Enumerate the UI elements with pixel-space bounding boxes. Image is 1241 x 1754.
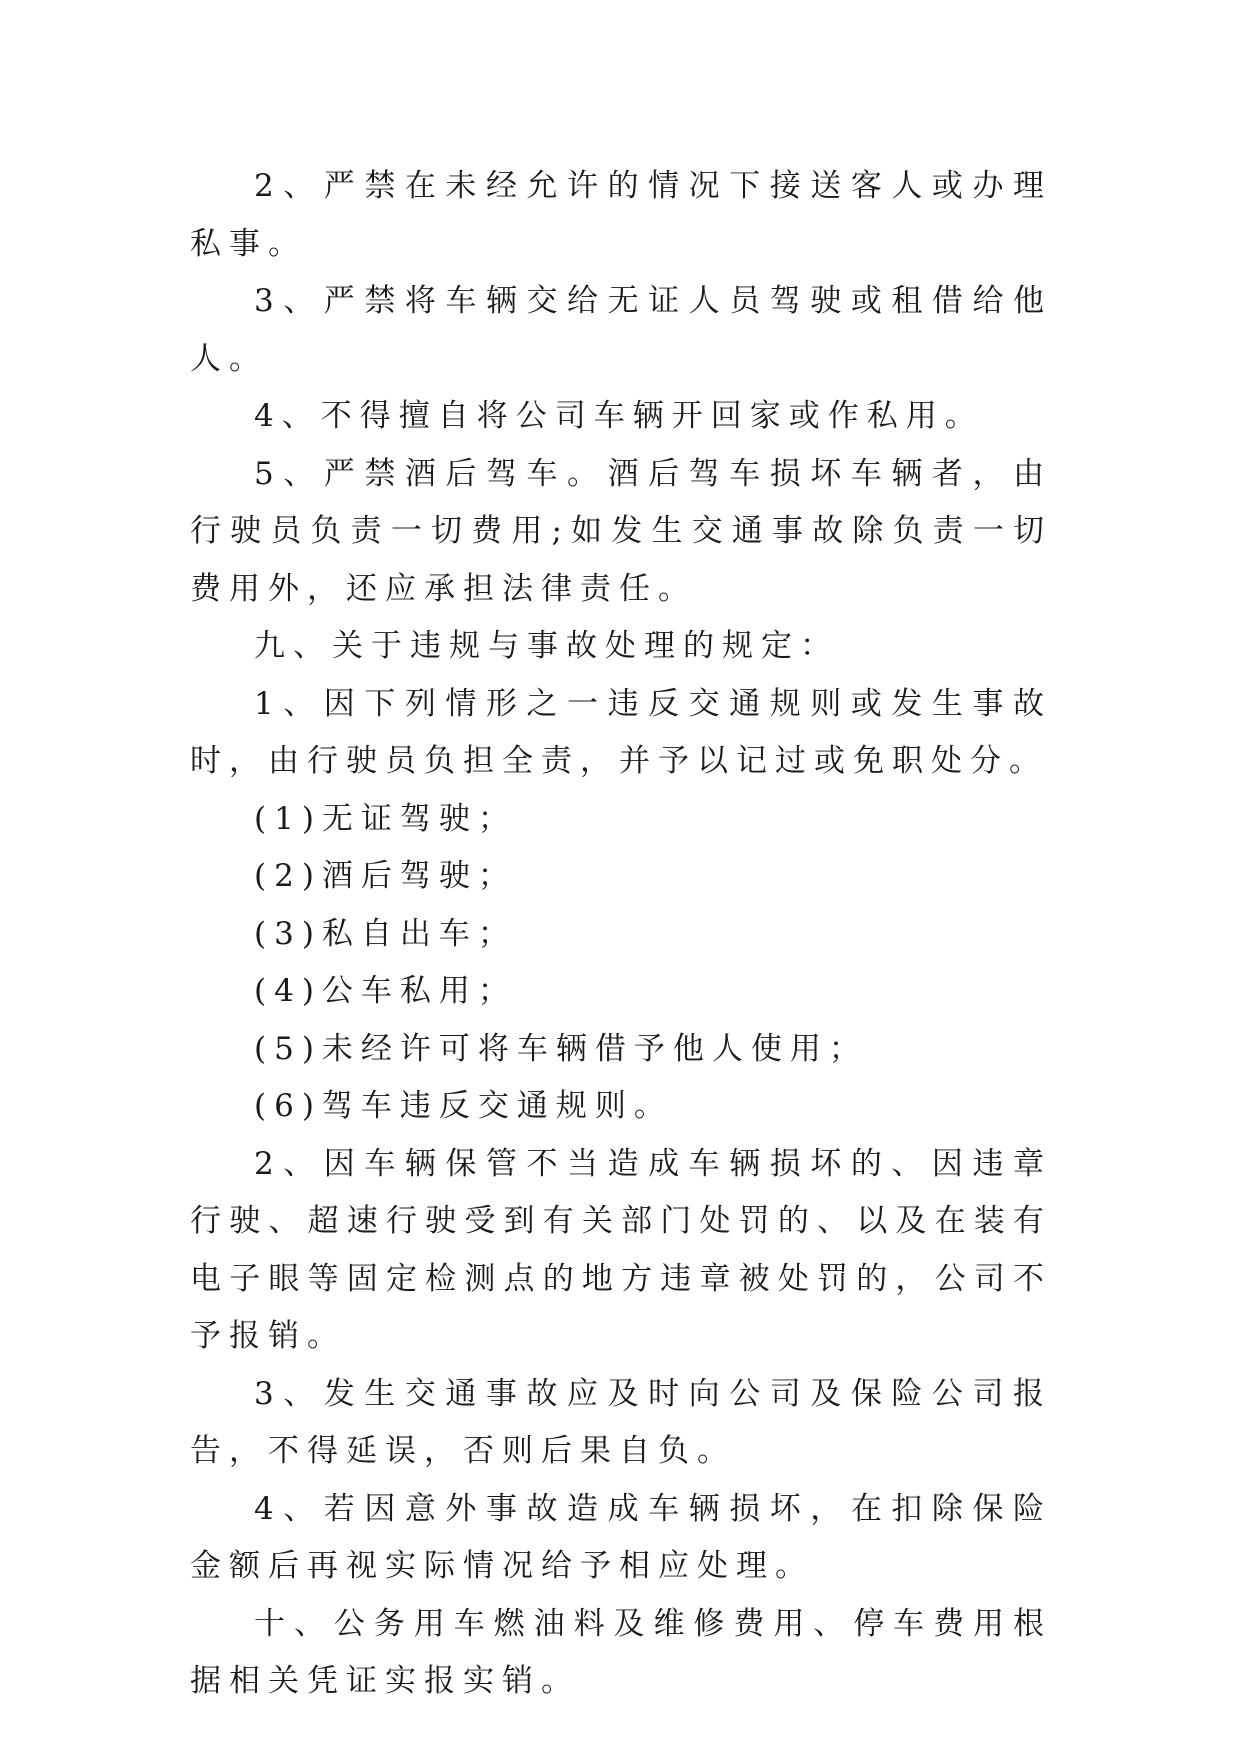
violation-item-4: 4、若因意外事故造成车辆损坏，在扣除保险金额后再视实际情况给予相应处理。 bbox=[190, 1490, 1052, 1584]
sub-item-5: (5)未经许可将车辆借予他人使用； bbox=[254, 1030, 868, 1067]
sub-item-4: (4)公车私用； bbox=[254, 973, 517, 1009]
rule-item-5: 5、严禁酒后驾车。酒后驾车损坏车辆者，由行驶员负责一切费用;如发生交通事故除负责一切费用外，还应承担法律责任。 bbox=[190, 455, 1052, 607]
section-heading-10: 十、公务用车燃油料及维修费用、停车费用根据相关凭证实报实销。 bbox=[190, 1605, 1052, 1699]
sub-item-6: (6)驾车违反交通规则。 bbox=[254, 1088, 673, 1124]
sub-item-2: (2)酒后驾驶； bbox=[254, 858, 517, 894]
rule-item-3: 3、严禁将车辆交给无证人员驾驶或租借给他人。 bbox=[190, 283, 1052, 377]
document-body bbox=[190, 158, 1052, 1711]
violation-item-1: 1、因下列情形之一违反交通规则或发生事故时，由行驶员负担全责，并予以记过或免职处分。 bbox=[190, 685, 1052, 779]
violation-item-2: 2、因车辆保管不当造成车辆损坏的、因违章行驶、超速行驶受到有关部门处罚的、以及在装有电子眼等固定检测点的地方违章被处罚的，公司不予报销。 bbox=[190, 1145, 1052, 1354]
rule-item-2: 2、严禁在未经允许的情况下接送客人或办理私事。 bbox=[190, 168, 1052, 262]
section-heading-9: 九、关于违规与事故处理的规定： bbox=[254, 628, 839, 664]
sub-item-1: (1)无证驾驶； bbox=[254, 800, 517, 837]
rule-item-4: 4、不得擅自将公司车辆开回家或作私用。 bbox=[254, 398, 984, 434]
violation-item-3: 3、发生交通事故应及时向公司及保险公司报告，不得延误，否则后果自负。 bbox=[190, 1375, 1052, 1469]
sub-item-3: (3)私自出车； bbox=[254, 915, 517, 952]
